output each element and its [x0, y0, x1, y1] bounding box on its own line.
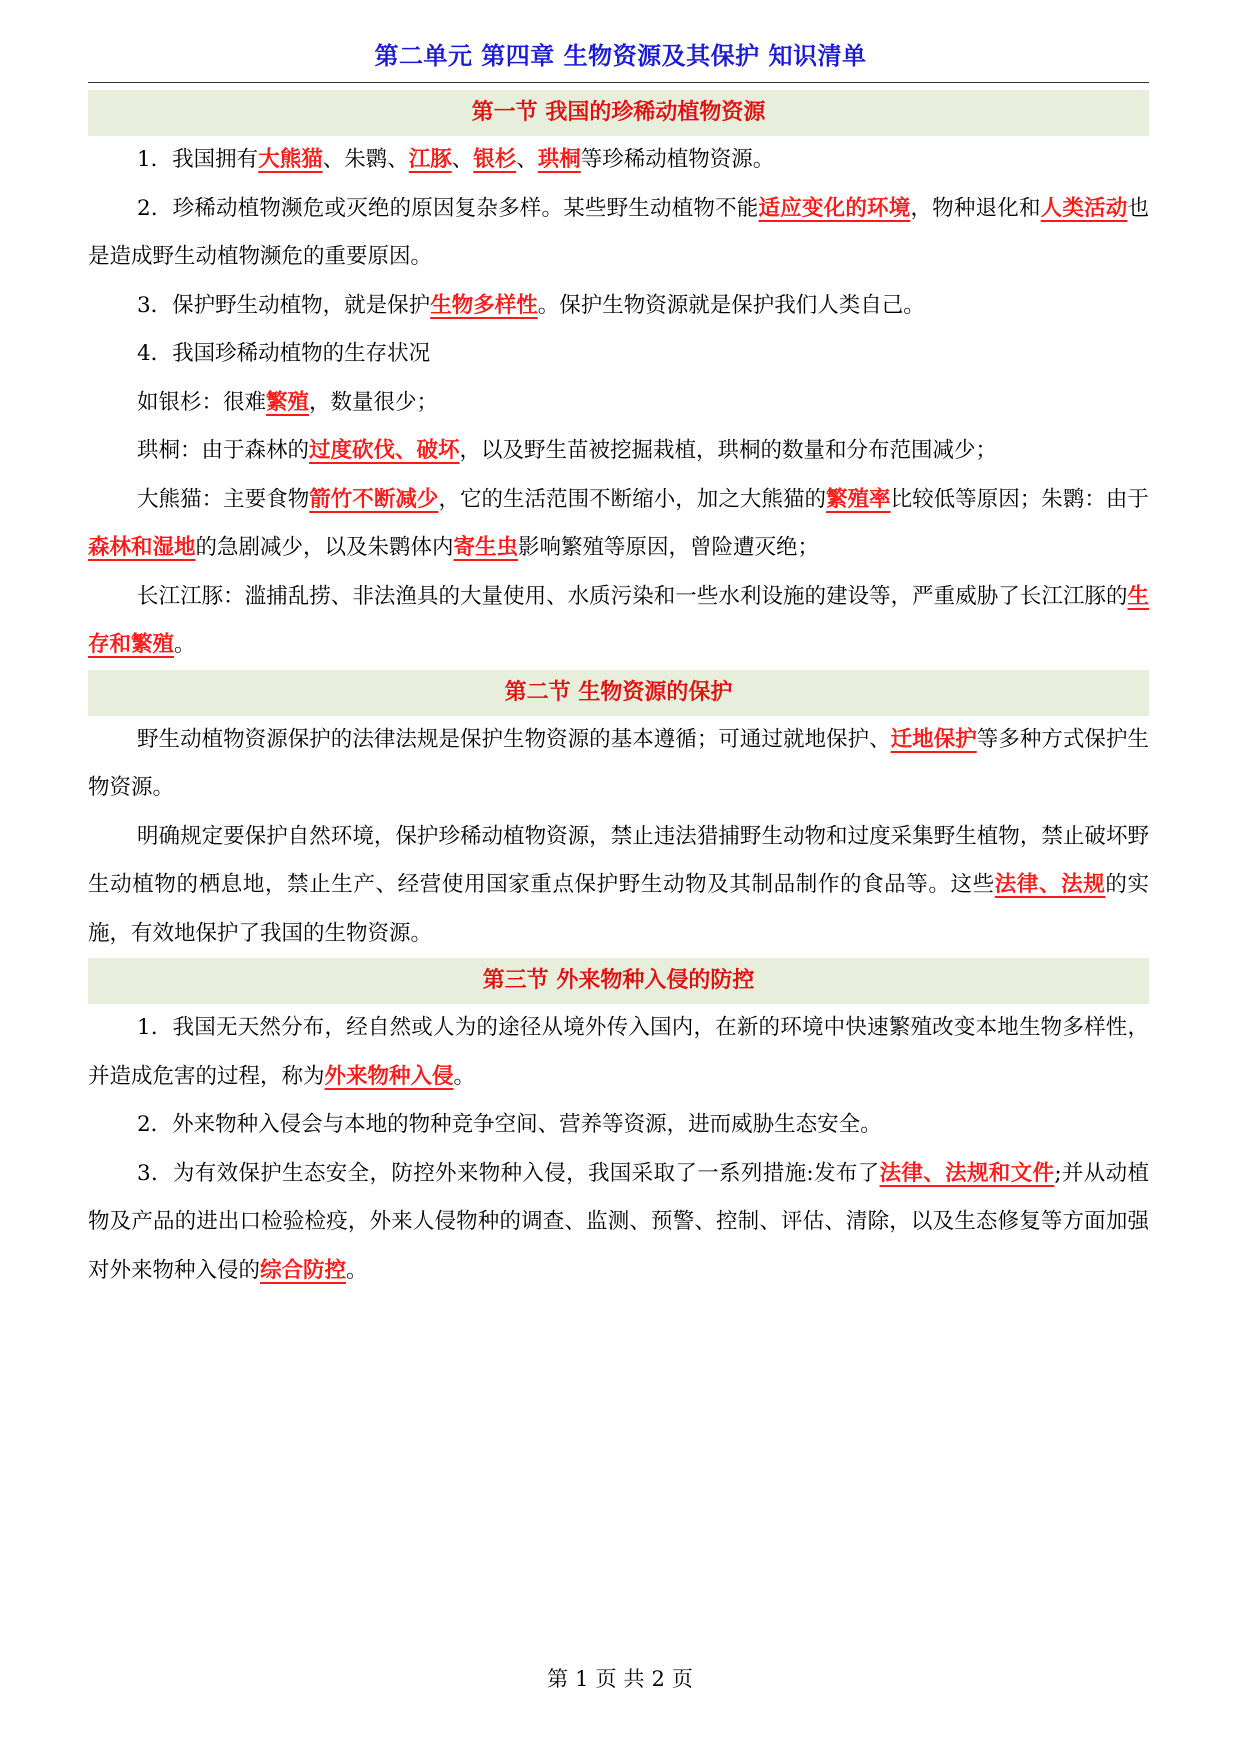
section-heading-2: 第二节 生物资源的保护: [88, 670, 1149, 716]
paragraph: 3．保护野生动植物，就是保护生物多样性。保护生物资源就是保护我们人类自己。: [137, 292, 925, 318]
title-divider: [88, 82, 1149, 83]
keyword: 生存和繁殖: [88, 583, 1149, 657]
page-footer: 第 1 页 共 2 页: [547, 1667, 694, 1691]
keyword: 繁殖: [266, 389, 310, 415]
keyword: 过度砍伐、破坏: [309, 438, 460, 463]
paragraph: 2．外来物种入侵会与本地的物种竞争空间、营养等资源，进而威胁生态安全。: [137, 1112, 882, 1137]
keyword: 大熊猫: [258, 147, 323, 172]
paragraph: 野生动植物资源保护的法律法规是保护生物资源的基本遵循；可通过就地保护、迁地保护等多种方式保护生物资源。: [88, 726, 1149, 800]
keyword: 法律、法规和文件: [879, 1160, 1055, 1186]
keyword: 适应变化的环境: [758, 195, 911, 221]
page-total: 2: [651, 1667, 666, 1691]
keyword: 箭竹不断减少: [309, 486, 439, 512]
keyword: 江豚: [408, 147, 452, 172]
keyword: 法律、法规: [994, 872, 1106, 897]
section-heading-1: 第一节 我国的珍稀动植物资源: [88, 90, 1149, 136]
paragraph: 长江江豚：滥捕乱捞、非法渔具的大量使用、水质污染和一些水利设施的建设等，严重威胁了长江江豚的生存和繁殖。: [88, 583, 1149, 657]
keyword: 综合防控: [260, 1257, 347, 1283]
keyword: 珙桐: [537, 147, 581, 172]
paragraph: 明确规定要保护自然环境，保护珍稀动植物资源，禁止违法猎捕野生动物和过度采集野生植物，禁止破坏野生动植物的栖息地，禁止生产、经营使用国家重点保护野生动物及其制品制作的食品等。这些法律、法规的实施，有效地保护了我国的生物资源。: [88, 823, 1149, 946]
keyword: 人类活动: [1040, 195, 1128, 221]
keyword: 森林和湿地: [88, 535, 196, 560]
paragraph: 2．珍稀动植物濒危或灭绝的原因复杂多样。某些野生动植物不能适应变化的环境，物种退化和人类活动也是造成野生动植物濒危的重要原因。: [88, 195, 1149, 269]
page-title: 第二单元 第四章 生物资源及其保护 知识清单: [374, 42, 867, 70]
paragraph: 大熊猫：主要食物箭竹不断减少，它的生活范围不断缩小，加之大熊猫的繁殖率比较低等原因；朱鹮：由于森林和湿地的急剧减少，以及朱鹮体内寄生虫影响繁殖等原因，曾险遭灭绝；: [88, 486, 1149, 560]
keyword: 银杉: [473, 147, 517, 172]
paragraph: 如银杉：很难繁殖，数量很少；: [137, 389, 439, 415]
keyword: 外来物种入侵: [324, 1063, 454, 1089]
keyword: 繁殖率: [826, 486, 891, 512]
section-heading-3: 第三节 外来物种入侵的防控: [88, 958, 1149, 1004]
page-number: 1: [575, 1667, 590, 1691]
paragraph: 珙桐：由于森林的过度砍伐、破坏，以及野生苗被挖掘栽植，珙桐的数量和分布范围减少；: [137, 438, 998, 463]
paragraph: 3．为有效保护生态安全，防控外来物种入侵，我国采取了一系列措施:发布了法律、法规和文件;并从动植物及产品的进出口检验检疫，外来人侵物种的调查、监测、预警、控制、评估、清除，以及生态修复等方面加强对外来物种入侵的综合防控。: [88, 1160, 1149, 1283]
keyword: 寄生虫: [453, 535, 519, 560]
paragraph: 1．我国无天然分布，经自然或人为的途径从境外传入国内，在新的环境中快速繁殖改变本地生物多样性，并造成危害的过程，称为外来物种入侵。: [88, 1015, 1149, 1089]
keyword: 迁地保护: [890, 726, 977, 752]
document-body: [88, 90, 1149, 1295]
paragraph: 1．我国拥有大熊猫、朱鹮、江豚、银杉、珙桐等珍稀动植物资源。: [137, 147, 775, 172]
keyword: 生物多样性: [430, 292, 538, 318]
paragraph: 4．我国珍稀动植物的生存状况: [137, 341, 431, 366]
